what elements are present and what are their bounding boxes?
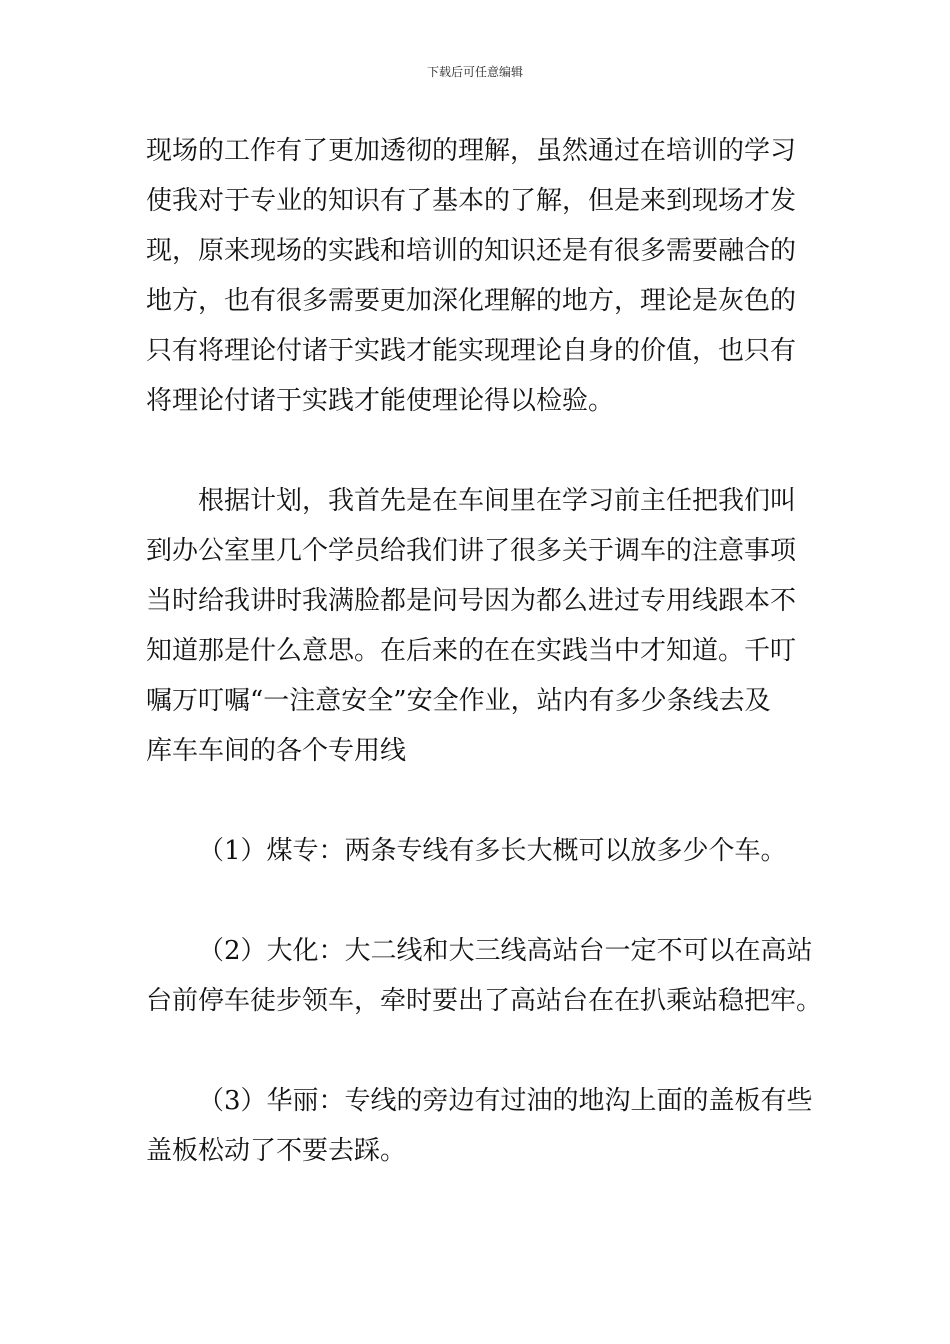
paragraph-gap	[146, 776, 806, 826]
paragraph-1	[146, 126, 806, 426]
list-item-1	[146, 826, 806, 876]
text-line: 库车车间的各个专用线	[146, 736, 407, 766]
text-line: 现，原来现场的实践和培训的知识还是有很多需要融合的	[146, 236, 797, 266]
text-line: 到办公室里几个学员给我们讲了很多关于调车的注意事项	[146, 536, 797, 566]
paragraph-2	[146, 476, 806, 776]
page-header-note: 下载后可任意编辑	[426, 65, 523, 79]
document-body	[146, 126, 823, 1176]
text-line: 将理论付诸于实践才能使理论得以检验。	[146, 386, 615, 416]
paragraph-gap	[146, 1026, 806, 1076]
paragraph-gap	[146, 426, 806, 476]
text-line: 盖板松动了不要去踩。	[146, 1136, 407, 1166]
text-line: 当时给我讲时我满脸都是问号因为都么进过专用线跟本不	[146, 586, 797, 616]
text-line: 嘱万叮嘱“一注意安全”安全作业，站内有多少条线去及	[146, 686, 771, 716]
list-item-2	[146, 926, 823, 1026]
text-line: （3）华丽：专线的旁边有过油的地沟上面的盖板有些	[198, 1086, 813, 1116]
text-line: 只有将理论付诸于实践才能实现理论自身的价值，也只有	[146, 336, 797, 366]
text-line: 根据计划，我首先是在车间里在学习前主任把我们叫	[198, 486, 797, 516]
text-line: 现场的工作有了更加透彻的理解，虽然通过在培训的学习	[146, 136, 797, 166]
text-line: 地方，也有很多需要更加深化理解的地方，理论是灰色的	[146, 286, 797, 316]
text-line: 使我对于专业的知识有了基本的了解，但是来到现场才发	[146, 186, 797, 216]
text-line: 知道那是什么意思。在后来的在在实践当中才知道。千叮	[146, 636, 797, 666]
paragraph-gap	[146, 876, 806, 926]
text-line: （1）煤专：两条专线有多长大概可以放多少个车。	[198, 836, 787, 866]
text-line: （2）大化：大二线和大三线高站台一定不可以在高站	[198, 936, 813, 966]
list-item-3	[146, 1076, 813, 1176]
text-line: 台前停车徒步领车，牵时要出了高站台在在扒乘站稳把牢。	[146, 986, 823, 1016]
